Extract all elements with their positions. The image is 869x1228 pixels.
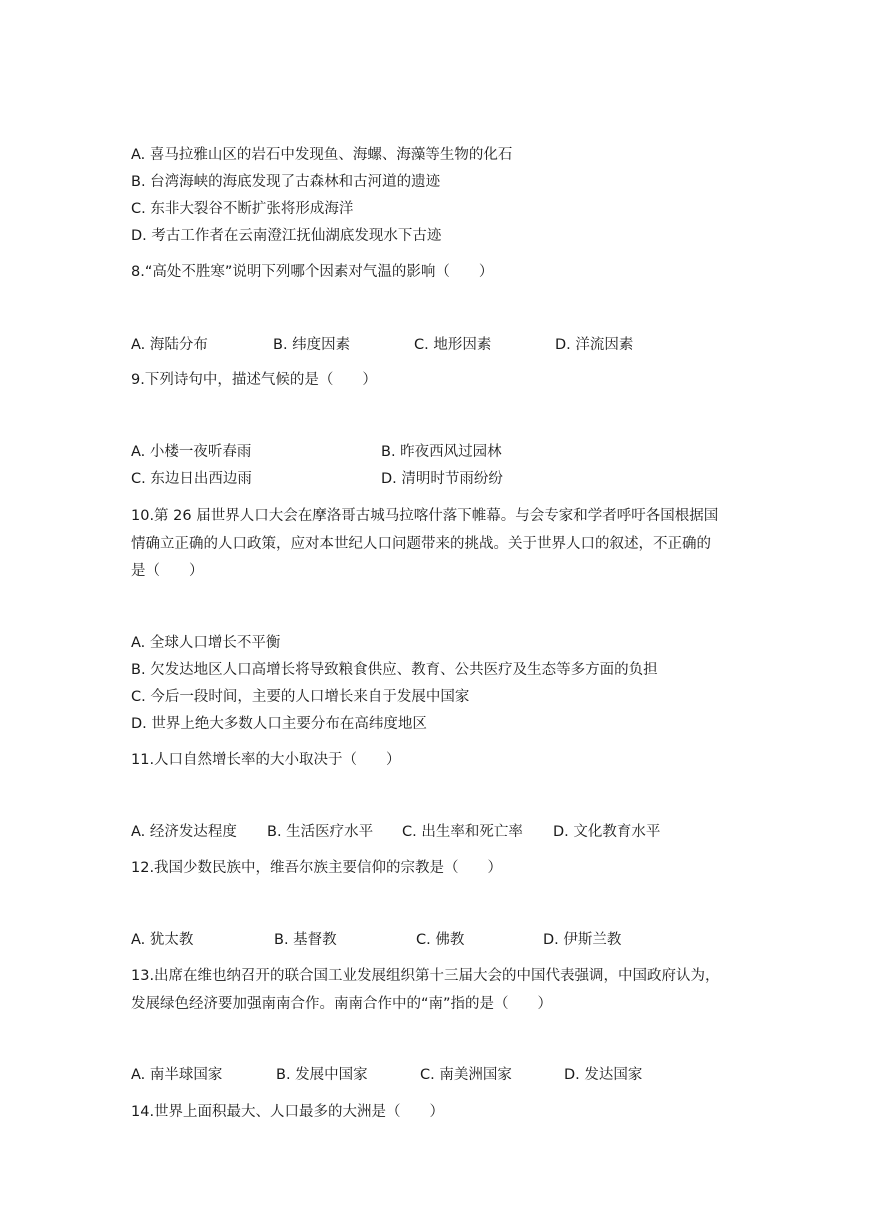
q10-option-c: C. 今后一段时间，主要的人口增长来自于发展中国家 bbox=[131, 689, 470, 705]
q11-option-a: A. 经济发达程度 bbox=[131, 824, 237, 840]
q9-stem: 9.下列诗句中，描述气候的是（ ） bbox=[131, 372, 377, 388]
q12-option-b: B. 基督教 bbox=[274, 932, 337, 948]
q13-stem-line-1: 13.出席在维也纳召开的联合国工业发展组织第十三届大会的中国代表强调，中国政府认为， bbox=[131, 968, 720, 984]
q9-option-c: C. 东边日出西边雨 bbox=[131, 471, 252, 487]
q11-option-c: C. 出生率和死亡率 bbox=[402, 824, 523, 840]
q12-option-c: C. 佛教 bbox=[416, 932, 465, 948]
q10-option-d: D. 世界上绝大多数人口主要分布在高纬度地区 bbox=[131, 716, 427, 732]
q13-option-a: A. 南半球国家 bbox=[131, 1067, 223, 1083]
q11-stem: 11.人口自然增长率的大小取决于（ ） bbox=[131, 752, 401, 768]
q9-option-d: D. 清明时节雨纷纷 bbox=[381, 471, 503, 487]
q7-option-a: A. 喜马拉雅山区的岩石中发现鱼、海螺、海藻等生物的化石 bbox=[131, 147, 513, 163]
q8-option-c: C. 地形因素 bbox=[414, 337, 492, 353]
q7-option-b: B. 台湾海峡的海底发现了古森林和古河道的遗迹 bbox=[131, 174, 441, 190]
q10-stem-line-2: 情确立正确的人口政策，应对本世纪人口问题带来的挑战。关于世界人口的叙述，不正确的 bbox=[131, 536, 711, 552]
q9-option-a: A. 小楼一夜听春雨 bbox=[131, 444, 252, 460]
q10-stem-line-3: 是（ ） bbox=[131, 563, 204, 579]
q11-option-b: B. 生活医疗水平 bbox=[267, 824, 374, 840]
q10-option-a: A. 全球人口增长不平衡 bbox=[131, 635, 281, 651]
q14-stem: 14.世界上面积最大、人口最多的大洲是（ ） bbox=[131, 1104, 445, 1120]
q13-stem-line-2: 发展绿色经济要加强南南合作。南南合作中的“南”指的是（ ） bbox=[131, 996, 553, 1012]
q13-option-d: D. 发达国家 bbox=[564, 1067, 643, 1083]
q10-stem-line-1: 10.第 26 届世界人口大会在摩洛哥古城马拉喀什落下帷幕。与会专家和学者呼吁各国根据国 bbox=[131, 508, 719, 524]
q12-stem: 12.我国少数民族中，维吾尔族主要信仰的宗教是（ ） bbox=[131, 860, 503, 876]
q8-option-d: D. 洋流因素 bbox=[555, 337, 634, 353]
q12-option-d: D. 伊斯兰教 bbox=[543, 932, 622, 948]
q13-option-c: C. 南美洲国家 bbox=[420, 1067, 512, 1083]
q12-option-a: A. 犹太教 bbox=[131, 932, 194, 948]
q13-option-b: B. 发展中国家 bbox=[276, 1067, 368, 1083]
q8-option-a: A. 海陆分布 bbox=[131, 337, 208, 353]
q8-option-b: B. 纬度因素 bbox=[273, 337, 351, 353]
q11-option-d: D. 文化教育水平 bbox=[553, 824, 661, 840]
q10-option-b: B. 欠发达地区人口高增长将导致粮食供应、教育、公共医疗及生态等多方面的负担 bbox=[131, 662, 658, 678]
q8-stem: 8.“高处不胜寒”说明下列哪个因素对气温的影响（ ） bbox=[131, 264, 494, 280]
q7-option-c: C. 东非大裂谷不断扩张将形成海洋 bbox=[131, 201, 354, 217]
q9-option-b: B. 昨夜西风过园林 bbox=[381, 444, 502, 460]
q7-option-d: D. 考古工作者在云南澄江抚仙湖底发现水下古迹 bbox=[131, 228, 442, 244]
